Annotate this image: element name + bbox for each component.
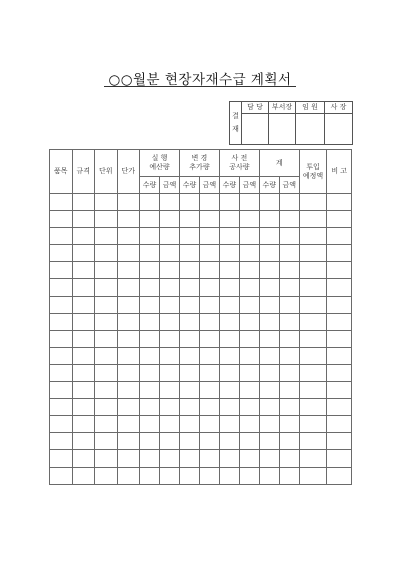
table-cell[interactable] <box>279 228 299 245</box>
table-cell[interactable] <box>259 433 279 450</box>
table-cell[interactable] <box>219 347 239 364</box>
table-row <box>50 296 352 313</box>
table-cell[interactable] <box>279 211 299 228</box>
table-cell[interactable] <box>117 399 140 416</box>
table-cell[interactable] <box>327 364 352 381</box>
table-cell[interactable] <box>199 194 219 211</box>
table-cell[interactable] <box>327 228 352 245</box>
approval-label <box>230 102 242 145</box>
table-cell[interactable] <box>95 382 118 399</box>
sub-header-total-amount: 금액 <box>279 177 299 194</box>
approval-role-dept-head: 부서장 <box>269 102 296 114</box>
table-cell[interactable] <box>95 450 118 467</box>
table-cell[interactable] <box>72 296 95 313</box>
table-cell[interactable] <box>72 450 95 467</box>
table-cell[interactable] <box>239 313 259 330</box>
table-cell[interactable] <box>199 450 219 467</box>
table-cell[interactable] <box>140 245 160 262</box>
sub-header-execution-budget-qty: 수량 <box>140 177 160 194</box>
table-cell[interactable] <box>279 279 299 296</box>
table-cell[interactable] <box>199 416 219 433</box>
document-title: ○○월분 현장자재수급 계획서 <box>108 72 292 88</box>
table-cell[interactable] <box>199 313 219 330</box>
table-cell[interactable] <box>117 433 140 450</box>
col-header-change-addition <box>179 150 219 177</box>
table-cell[interactable] <box>259 262 279 279</box>
table-cell[interactable] <box>50 245 73 262</box>
table-cell[interactable] <box>160 279 180 296</box>
table-cell[interactable] <box>279 433 299 450</box>
table-row <box>50 364 352 381</box>
table-cell[interactable] <box>179 399 199 416</box>
table-cell[interactable] <box>219 313 239 330</box>
table-cell[interactable] <box>279 313 299 330</box>
table-cell[interactable] <box>72 399 95 416</box>
planned-input-line-2: 예정액 <box>302 171 324 180</box>
table-cell[interactable] <box>140 194 160 211</box>
table-cell[interactable] <box>259 313 279 330</box>
approval-role-president: 사 장 <box>325 102 353 114</box>
sub-header-pre-construction-qty: 수량 <box>219 177 239 194</box>
table-cell[interactable] <box>219 245 239 262</box>
table-cell[interactable] <box>160 467 180 484</box>
pre-construction-line-2: 공사량 <box>229 163 250 171</box>
table-cell[interactable] <box>179 296 199 313</box>
table-cell[interactable] <box>50 194 73 211</box>
table-cell[interactable] <box>259 416 279 433</box>
table-cell[interactable] <box>95 313 118 330</box>
change-addition-line-1: 변 경 <box>191 154 208 162</box>
table-cell[interactable] <box>179 313 199 330</box>
table-cell[interactable] <box>160 211 180 228</box>
table-cell[interactable] <box>160 399 180 416</box>
table-row <box>50 279 352 296</box>
table-cell[interactable] <box>140 433 160 450</box>
table-cell[interactable] <box>219 416 239 433</box>
table-cell[interactable] <box>299 450 327 467</box>
table-cell[interactable] <box>179 416 199 433</box>
table-cell[interactable] <box>259 382 279 399</box>
table-cell[interactable] <box>199 296 219 313</box>
table-cell[interactable] <box>140 211 160 228</box>
table-cell[interactable] <box>327 382 352 399</box>
table-cell[interactable] <box>72 416 95 433</box>
table-cell[interactable] <box>50 211 73 228</box>
table-cell[interactable] <box>199 211 219 228</box>
table-cell[interactable] <box>117 347 140 364</box>
table-cell[interactable] <box>239 262 259 279</box>
table-cell[interactable] <box>95 245 118 262</box>
table-cell[interactable] <box>117 416 140 433</box>
table-cell[interactable] <box>299 194 327 211</box>
table-cell[interactable] <box>160 262 180 279</box>
table-cell[interactable] <box>160 194 180 211</box>
table-cell[interactable] <box>327 296 352 313</box>
table-cell[interactable] <box>140 416 160 433</box>
table-cell[interactable] <box>299 279 327 296</box>
table-cell[interactable] <box>299 296 327 313</box>
table-cell[interactable] <box>199 228 219 245</box>
table-cell[interactable] <box>239 279 259 296</box>
signature-cell-dept-head[interactable] <box>269 114 296 145</box>
table-cell[interactable] <box>279 245 299 262</box>
table-cell[interactable] <box>219 382 239 399</box>
table-cell[interactable] <box>259 211 279 228</box>
table-cell[interactable] <box>239 245 259 262</box>
col-header-spec: 규격 <box>72 150 95 194</box>
table-cell[interactable] <box>95 279 118 296</box>
table-cell[interactable] <box>179 467 199 484</box>
table-cell[interactable] <box>219 228 239 245</box>
table-cell[interactable] <box>259 245 279 262</box>
table-cell[interactable] <box>239 347 259 364</box>
table-cell[interactable] <box>160 450 180 467</box>
table-cell[interactable] <box>219 364 239 381</box>
table-cell[interactable] <box>279 467 299 484</box>
table-cell[interactable] <box>95 433 118 450</box>
table-cell[interactable] <box>259 228 279 245</box>
table-cell[interactable] <box>299 330 327 347</box>
table-cell[interactable] <box>239 450 259 467</box>
table-cell[interactable] <box>140 296 160 313</box>
approval-label-char-2: 재 <box>232 125 239 133</box>
table-cell[interactable] <box>72 467 95 484</box>
table-cell[interactable] <box>299 399 327 416</box>
table-cell[interactable] <box>199 245 219 262</box>
table-cell[interactable] <box>299 262 327 279</box>
table-cell[interactable] <box>239 228 259 245</box>
table-cell[interactable] <box>327 399 352 416</box>
table-cell[interactable] <box>179 382 199 399</box>
table-cell[interactable] <box>140 313 160 330</box>
table-cell[interactable] <box>72 347 95 364</box>
table-cell[interactable] <box>160 416 180 433</box>
table-cell[interactable] <box>117 228 140 245</box>
table-cell[interactable] <box>259 467 279 484</box>
table-cell[interactable] <box>117 467 140 484</box>
table-cell[interactable] <box>140 467 160 484</box>
table-cell[interactable] <box>140 382 160 399</box>
col-header-planned-input <box>299 150 327 194</box>
title-underline <box>104 86 296 87</box>
table-cell[interactable] <box>140 399 160 416</box>
table-cell[interactable] <box>327 211 352 228</box>
table-cell[interactable] <box>50 262 73 279</box>
table-cell[interactable] <box>199 467 219 484</box>
table-row <box>50 211 352 228</box>
table-cell[interactable] <box>50 382 73 399</box>
table-cell[interactable] <box>179 211 199 228</box>
table-cell[interactable] <box>259 330 279 347</box>
table-cell[interactable] <box>50 364 73 381</box>
table-cell[interactable] <box>199 364 219 381</box>
table-cell[interactable] <box>219 194 239 211</box>
table-cell[interactable] <box>179 450 199 467</box>
table-cell[interactable] <box>117 245 140 262</box>
table-cell[interactable] <box>140 364 160 381</box>
table-cell[interactable] <box>140 450 160 467</box>
table-row <box>50 399 352 416</box>
col-header-item: 품목 <box>50 150 73 194</box>
table-cell[interactable] <box>50 296 73 313</box>
table-row <box>50 467 352 484</box>
table-cell[interactable] <box>327 347 352 364</box>
table-cell[interactable] <box>199 330 219 347</box>
table-cell[interactable] <box>160 245 180 262</box>
table-cell[interactable] <box>239 399 259 416</box>
table-row <box>50 416 352 433</box>
col-header-unit: 단위 <box>95 150 118 194</box>
col-header-unit-price: 단가 <box>117 150 140 194</box>
table-cell[interactable] <box>239 364 259 381</box>
table-cell[interactable] <box>327 313 352 330</box>
sub-header-change-addition-qty: 수량 <box>179 177 199 194</box>
approval-role-executive: 임 원 <box>296 102 325 114</box>
table-cell[interactable] <box>219 262 239 279</box>
table-cell[interactable] <box>279 296 299 313</box>
execution-budget-line-1: 실 행 <box>151 154 168 162</box>
table-cell[interactable] <box>160 313 180 330</box>
col-header-execution-budget <box>140 150 180 177</box>
table-cell[interactable] <box>299 245 327 262</box>
table-cell[interactable] <box>327 262 352 279</box>
table-cell[interactable] <box>279 330 299 347</box>
signature-cell-manager[interactable] <box>242 114 269 145</box>
table-cell[interactable] <box>160 330 180 347</box>
table-cell[interactable] <box>117 450 140 467</box>
col-header-total: 계 <box>259 150 299 177</box>
table-cell[interactable] <box>50 313 73 330</box>
col-header-pre-construction <box>219 150 259 177</box>
table-cell[interactable] <box>299 313 327 330</box>
table-cell[interactable] <box>95 228 118 245</box>
table-cell[interactable] <box>279 194 299 211</box>
table-cell[interactable] <box>72 330 95 347</box>
table-cell[interactable] <box>140 330 160 347</box>
table-cell[interactable] <box>219 296 239 313</box>
table-cell[interactable] <box>95 399 118 416</box>
sub-header-change-addition-amount: 금액 <box>199 177 219 194</box>
table-cell[interactable] <box>259 450 279 467</box>
table-cell[interactable] <box>199 347 219 364</box>
table-cell[interactable] <box>219 279 239 296</box>
table-cell[interactable] <box>72 279 95 296</box>
table-cell[interactable] <box>72 433 95 450</box>
table-cell[interactable] <box>219 467 239 484</box>
table-cell[interactable] <box>259 279 279 296</box>
table-cell[interactable] <box>160 347 180 364</box>
table-cell[interactable] <box>50 416 73 433</box>
table-cell[interactable] <box>199 279 219 296</box>
table-cell[interactable] <box>219 330 239 347</box>
table-cell[interactable] <box>160 382 180 399</box>
table-cell[interactable] <box>95 347 118 364</box>
signature-cell-president[interactable] <box>325 114 353 145</box>
table-cell[interactable] <box>160 433 180 450</box>
pre-construction-line-1: 사 전 <box>231 154 248 162</box>
table-cell[interactable] <box>279 347 299 364</box>
table-cell[interactable] <box>299 228 327 245</box>
table-row <box>50 245 352 262</box>
table-cell[interactable] <box>327 416 352 433</box>
material-plan-table <box>49 149 352 485</box>
approval-box <box>229 101 353 145</box>
signature-cell-executive[interactable] <box>296 114 325 145</box>
table-cell[interactable] <box>279 364 299 381</box>
table-cell[interactable] <box>299 211 327 228</box>
table-cell[interactable] <box>50 399 73 416</box>
approval-role-manager: 담 당 <box>242 102 269 114</box>
table-cell[interactable] <box>72 313 95 330</box>
table-cell[interactable] <box>219 433 239 450</box>
table-cell[interactable] <box>327 467 352 484</box>
table-cell[interactable] <box>179 347 199 364</box>
table-cell[interactable] <box>327 330 352 347</box>
table-cell[interactable] <box>72 211 95 228</box>
table-cell[interactable] <box>50 279 73 296</box>
table-cell[interactable] <box>95 262 118 279</box>
table-cell[interactable] <box>50 433 73 450</box>
table-cell[interactable] <box>117 194 140 211</box>
table-cell[interactable] <box>327 245 352 262</box>
table-cell[interactable] <box>179 364 199 381</box>
table-cell[interactable] <box>219 399 239 416</box>
table-cell[interactable] <box>50 228 73 245</box>
table-cell[interactable] <box>95 364 118 381</box>
table-cell[interactable] <box>50 347 73 364</box>
table-row <box>50 262 352 279</box>
table-cell[interactable] <box>117 382 140 399</box>
table-cell[interactable] <box>219 450 239 467</box>
table-cell[interactable] <box>259 194 279 211</box>
table-cell[interactable] <box>239 467 259 484</box>
sub-header-pre-construction-amount: 금액 <box>239 177 259 194</box>
table-cell[interactable] <box>95 467 118 484</box>
table-row <box>50 450 352 467</box>
table-cell[interactable] <box>239 382 259 399</box>
table-cell[interactable] <box>95 296 118 313</box>
table-cell[interactable] <box>50 467 73 484</box>
table-cell[interactable] <box>279 416 299 433</box>
table-cell[interactable] <box>239 433 259 450</box>
table-cell[interactable] <box>117 262 140 279</box>
table-row <box>50 433 352 450</box>
table-cell[interactable] <box>259 296 279 313</box>
table-cell[interactable] <box>279 399 299 416</box>
table-cell[interactable] <box>72 364 95 381</box>
table-cell[interactable] <box>327 194 352 211</box>
table-cell[interactable] <box>239 416 259 433</box>
table-cell[interactable] <box>179 245 199 262</box>
table-cell[interactable] <box>117 330 140 347</box>
table-cell[interactable] <box>117 296 140 313</box>
table-row <box>50 194 352 211</box>
sub-header-total-qty: 수량 <box>259 177 279 194</box>
sub-header-execution-budget-amount: 금액 <box>160 177 180 194</box>
table-cell[interactable] <box>279 262 299 279</box>
table-cell[interactable] <box>160 296 180 313</box>
table-cell[interactable] <box>259 364 279 381</box>
change-addition-line-2: 추가량 <box>189 163 210 171</box>
table-cell[interactable] <box>72 382 95 399</box>
table-cell[interactable] <box>50 450 73 467</box>
table-cell[interactable] <box>179 262 199 279</box>
table-cell[interactable] <box>279 382 299 399</box>
table-cell[interactable] <box>117 279 140 296</box>
table-cell[interactable] <box>140 279 160 296</box>
table-cell[interactable] <box>160 228 180 245</box>
table-row <box>50 313 352 330</box>
table-cell[interactable] <box>117 211 140 228</box>
table-cell[interactable] <box>95 194 118 211</box>
table-cell[interactable] <box>219 211 239 228</box>
col-header-remarks: 비 고 <box>327 150 352 194</box>
table-cell[interactable] <box>160 364 180 381</box>
table-cell[interactable] <box>239 296 259 313</box>
table-cell[interactable] <box>299 382 327 399</box>
table-cell[interactable] <box>327 433 352 450</box>
table-cell[interactable] <box>140 347 160 364</box>
table-cell[interactable] <box>179 194 199 211</box>
table-row <box>50 347 352 364</box>
table-cell[interactable] <box>299 364 327 381</box>
table-cell[interactable] <box>299 467 327 484</box>
table-cell[interactable] <box>72 262 95 279</box>
table-cell[interactable] <box>239 194 259 211</box>
approval-label-char-1: 결 <box>232 112 239 120</box>
table-cell[interactable] <box>72 228 95 245</box>
table-cell[interactable] <box>327 450 352 467</box>
table-cell[interactable] <box>299 347 327 364</box>
table-cell[interactable] <box>239 211 259 228</box>
table-cell[interactable] <box>239 330 259 347</box>
table-cell[interactable] <box>199 262 219 279</box>
execution-budget-line-2: 예산량 <box>149 163 170 171</box>
table-cell[interactable] <box>259 347 279 364</box>
table-cell[interactable] <box>95 416 118 433</box>
table-cell[interactable] <box>299 433 327 450</box>
table-row <box>50 382 352 399</box>
table-cell[interactable] <box>140 228 160 245</box>
table-cell[interactable] <box>179 228 199 245</box>
table-cell[interactable] <box>199 399 219 416</box>
table-cell[interactable] <box>72 194 95 211</box>
table-cell[interactable] <box>117 313 140 330</box>
table-cell[interactable] <box>72 245 95 262</box>
table-cell[interactable] <box>279 450 299 467</box>
table-row <box>50 228 352 245</box>
table-cell[interactable] <box>117 364 140 381</box>
table-cell[interactable] <box>179 279 199 296</box>
table-row <box>50 330 352 347</box>
planned-input-line-1: 투입 <box>306 162 320 171</box>
table-cell[interactable] <box>140 262 160 279</box>
table-cell[interactable] <box>199 382 219 399</box>
table-cell[interactable] <box>259 399 279 416</box>
table-cell[interactable] <box>95 211 118 228</box>
table-cell[interactable] <box>50 330 73 347</box>
table-cell[interactable] <box>179 330 199 347</box>
table-cell[interactable] <box>199 433 219 450</box>
table-cell[interactable] <box>327 279 352 296</box>
table-cell[interactable] <box>179 433 199 450</box>
table-cell[interactable] <box>299 416 327 433</box>
table-cell[interactable] <box>95 330 118 347</box>
